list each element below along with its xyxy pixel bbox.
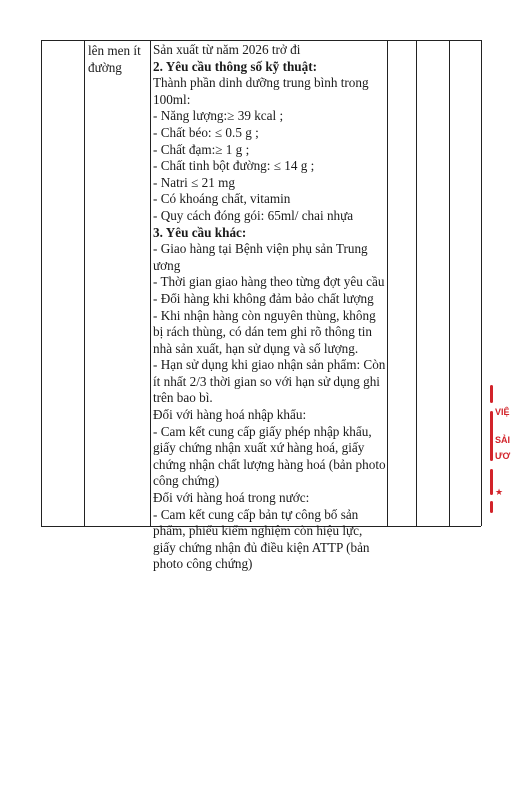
section-heading: 3. Yêu cầu khác: <box>153 224 247 240</box>
description-line: - Khi nhận hàng còn nguyên thùng, không <box>153 307 376 323</box>
description-line: Đối với hàng hoá trong nước: <box>153 490 310 506</box>
seal-ring-mark <box>490 469 493 495</box>
description-line: chứng nhận chất lượng hàng hoá (bản photo <box>153 456 386 472</box>
seal-text: ƯƠ <box>495 451 511 461</box>
table-border-right <box>481 40 482 526</box>
description-cell <box>153 42 385 573</box>
description-line: nhà sản xuất, hạn sử dụng và số lượng. <box>153 340 359 356</box>
description-line: phẩm, phiếu kiểm nghiệm còn hiệu lực, <box>153 523 363 539</box>
seal-text: ★ <box>495 487 504 497</box>
product-name-cell <box>88 42 148 76</box>
column-divider <box>387 40 388 526</box>
table-border-left <box>41 40 42 526</box>
description-line: công chứng) <box>153 473 220 489</box>
description-line: Đối với hàng hoá nhập khẩu: <box>153 407 307 423</box>
description-line: - Có khoáng chất, vitamin <box>153 191 291 207</box>
red-seal-stamp <box>487 385 527 515</box>
description-line: 100ml: <box>153 91 191 107</box>
description-line: - Natri ≤ 21 mg <box>153 174 235 190</box>
description-line: - Chất béo: ≤ 0.5 g ; <box>153 124 259 140</box>
column-divider <box>416 40 417 526</box>
description-line: - Đổi hàng khi không đảm bảo chất lượng <box>153 290 374 306</box>
description-line: - Chất tinh bột đường: ≤ 14 g ; <box>153 158 315 174</box>
column-divider <box>84 40 85 526</box>
description-line: bị rách thùng, có dán tem ghi rõ thông tin <box>153 324 373 340</box>
description-line: - Năng lượng:≥ 39 kcal ; <box>153 108 284 124</box>
description-line: - Giao hàng tại Bệnh viện phụ sản Trung <box>153 241 368 257</box>
seal-ring-mark <box>490 385 493 403</box>
description-line: Thành phần dinh dưỡng trung bình trong <box>153 75 369 91</box>
description-line: - Quy cách đóng gói: 65ml/ chai nhựa <box>153 207 354 223</box>
description-line: ương <box>153 257 181 273</box>
description-line: ít nhất 2/3 thời gian so với hạn sử dụng ghi <box>153 373 380 389</box>
seal-ring-mark <box>490 411 493 461</box>
section-heading: 2. Yêu cầu thông số kỹ thuật: <box>153 58 318 74</box>
product-name-line: lên men ít <box>88 43 141 58</box>
table-border-top <box>41 40 481 41</box>
description-line: giấy chứng nhận xuất xứ hàng hoá, giấy <box>153 440 365 456</box>
description-line: - Chất đạm:≥ 1 g ; <box>153 141 250 157</box>
description-line: trên bao bì. <box>153 390 213 406</box>
seal-ring-mark <box>490 501 493 513</box>
seal-text: SẢI <box>495 435 511 445</box>
product-name-line: đường <box>88 60 122 75</box>
description-line: giấy chứng nhận đủ điều kiện ATTP (bản <box>153 539 370 555</box>
column-divider <box>150 40 151 526</box>
description-line: - Cam kết cung cấp giấy phép nhập khẩu, <box>153 423 372 439</box>
description-line: - Thời gian giao hàng theo từng đợt yêu cầu <box>153 274 385 290</box>
column-divider <box>449 40 450 526</box>
description-line: - Hạn sử dụng khi giao nhận sản phẩm: Còn <box>153 357 386 373</box>
seal-text: VIỆ <box>495 407 510 417</box>
description-line: Sản xuất từ năm 2026 trở đi <box>153 42 301 57</box>
description-line: - Cam kết cung cấp bản tự công bố sản <box>153 506 359 522</box>
description-line: photo công chứng) <box>153 556 253 572</box>
